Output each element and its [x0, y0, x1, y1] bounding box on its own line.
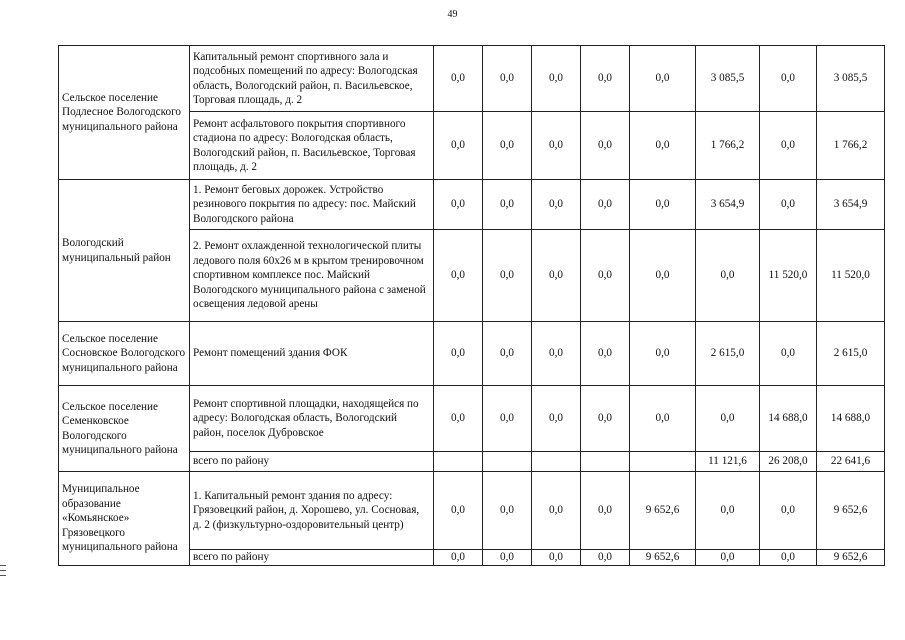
value-cell: 0,0	[532, 230, 581, 322]
value-cell: 3 085,5	[696, 46, 760, 112]
value-cell: 0,0	[581, 180, 630, 230]
total-cell: 1 766,2	[817, 112, 885, 180]
budget-table	[58, 45, 885, 566]
value-cell: 0,0	[532, 180, 581, 230]
value-cell: 0,0	[483, 550, 532, 566]
value-cell: 0,0	[532, 112, 581, 180]
value-cell: 0,0	[434, 472, 483, 550]
total-cell: 14 688,0	[817, 386, 885, 452]
value-cell: 0,0	[630, 386, 696, 452]
value-cell: 0,0	[434, 550, 483, 566]
value-cell: 0,0	[760, 112, 817, 180]
total-cell: 3 085,5	[817, 46, 885, 112]
value-cell: 0,0	[696, 230, 760, 322]
table-row	[59, 322, 885, 386]
total-cell: 3 654,9	[817, 180, 885, 230]
value-cell: 0,0	[581, 550, 630, 566]
value-cell: 26 208,0	[760, 452, 817, 472]
value-cell: 0,0	[581, 386, 630, 452]
municipality-cell: Сельское поселение Подлесное Вологодского муниципального района	[59, 46, 190, 180]
project-description: Капитальный ремонт спортивного зала и подсобных помещений по адресу: Вологодская область, Вологодский район, п. Васильевское, Торговая площадь, д. 2	[190, 46, 434, 112]
scan-margin-mark	[0, 575, 6, 576]
value-cell: 0,0	[483, 386, 532, 452]
project-description: 2. Ремонт охлажденной технологической плиты ледового поля 60х26 м в крытом тренировочном спортивном комплексе пос. Майский Вологодского муниципального района с заменой освещения ледовой арены	[190, 230, 434, 322]
subtotal-label: всего по району	[190, 550, 434, 566]
value-cell	[532, 452, 581, 472]
value-cell: 0,0	[630, 46, 696, 112]
value-cell: 0,0	[434, 180, 483, 230]
value-cell: 0,0	[760, 472, 817, 550]
value-cell: 9 652,6	[630, 472, 696, 550]
value-cell: 0,0	[581, 112, 630, 180]
value-cell: 0,0	[532, 386, 581, 452]
value-cell: 1 766,2	[696, 112, 760, 180]
value-cell: 0,0	[483, 472, 532, 550]
value-cell: 0,0	[760, 322, 817, 386]
subtotal-label: всего по району	[190, 452, 434, 472]
value-cell: 0,0	[581, 46, 630, 112]
municipality-cell: Муниципальное образование «Комьянское» Грязовецкого муниципального района	[59, 472, 190, 566]
table-row	[59, 46, 885, 112]
municipality-cell: Вологодский муниципальный район	[59, 180, 190, 322]
table-row	[59, 386, 885, 452]
value-cell: 11 121,6	[696, 452, 760, 472]
value-cell: 11 520,0	[760, 230, 817, 322]
value-cell: 0,0	[760, 46, 817, 112]
total-cell: 9 652,6	[817, 472, 885, 550]
value-cell: 0,0	[630, 322, 696, 386]
value-cell: 0,0	[483, 230, 532, 322]
municipality-cell: Сельское поселение Сосновское Вологодского муниципального района	[59, 322, 190, 386]
total-cell: 22 641,6	[817, 452, 885, 472]
value-cell: 0,0	[483, 322, 532, 386]
value-cell: 0,0	[434, 230, 483, 322]
value-cell	[630, 452, 696, 472]
value-cell: 0,0	[630, 180, 696, 230]
value-cell: 0,0	[532, 46, 581, 112]
total-cell: 9 652,6	[817, 550, 885, 566]
value-cell: 3 654,9	[696, 180, 760, 230]
value-cell: 0,0	[532, 322, 581, 386]
project-description: Ремонт помещений здания ФОК	[190, 322, 434, 386]
value-cell: 0,0	[630, 230, 696, 322]
project-description: Ремонт спортивной площадки, находящейся по адресу: Вологодская область, Вологодский район, поселок Дубровское	[190, 386, 434, 452]
value-cell: 0,0	[696, 472, 760, 550]
table-row	[59, 180, 885, 230]
value-cell: 0,0	[434, 112, 483, 180]
value-cell: 0,0	[581, 472, 630, 550]
value-cell	[483, 452, 532, 472]
page-number: 49	[447, 9, 458, 20]
value-cell: 0,0	[483, 46, 532, 112]
value-cell: 0,0	[581, 322, 630, 386]
total-cell: 11 520,0	[817, 230, 885, 322]
scan-margin-mark	[0, 565, 6, 566]
municipality-cell: Сельское поселение Семенковское Вологодского муниципального района	[59, 386, 190, 472]
value-cell: 0,0	[696, 386, 760, 452]
total-cell: 2 615,0	[817, 322, 885, 386]
value-cell: 0,0	[434, 386, 483, 452]
value-cell: 0,0	[434, 46, 483, 112]
value-cell	[581, 452, 630, 472]
value-cell: 9 652,6	[630, 550, 696, 566]
table-row	[59, 472, 885, 550]
value-cell: 2 615,0	[696, 322, 760, 386]
value-cell: 0,0	[532, 472, 581, 550]
value-cell: 0,0	[483, 112, 532, 180]
project-description: 1. Капитальный ремонт здания по адресу: Грязовецкий район, д. Хорошево, ул. Сосновая, д. 2 (физкультурно-оздоровительный центр)	[190, 472, 434, 550]
value-cell: 0,0	[760, 550, 817, 566]
scan-margin-mark	[0, 570, 6, 571]
value-cell: 0,0	[483, 180, 532, 230]
value-cell: 0,0	[434, 322, 483, 386]
project-description: Ремонт асфальтового покрытия спортивного стадиона по адресу: Вологодская область, Вологодский район, п. Васильевское, Торговая площадь, д. 2	[190, 112, 434, 180]
value-cell: 0,0	[760, 180, 817, 230]
value-cell: 14 688,0	[760, 386, 817, 452]
value-cell	[434, 452, 483, 472]
project-description: 1. Ремонт беговых дорожек. Устройство резинового покрытия по адресу: пос. Майский Вологодского района	[190, 180, 434, 230]
value-cell: 0,0	[696, 550, 760, 566]
value-cell: 0,0	[532, 550, 581, 566]
value-cell: 0,0	[630, 112, 696, 180]
value-cell: 0,0	[581, 230, 630, 322]
